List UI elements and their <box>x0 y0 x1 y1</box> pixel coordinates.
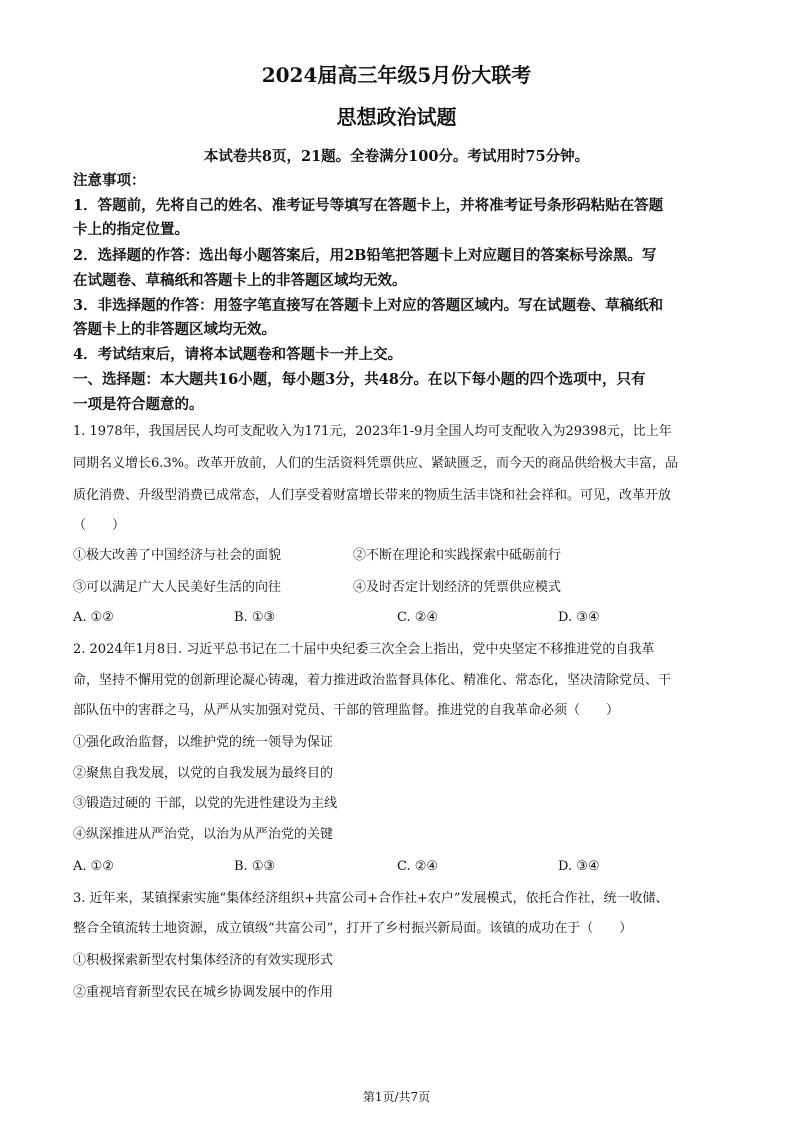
subject-title: 思想政治试题 <box>336 105 457 129</box>
statement: ③可以满足广大人民美好生活的向往 <box>73 580 282 595</box>
question-1-line: 1. 1978年，我国居民人均可支配收入为171元，2023年1-9月全国人均可支配收入为29398元，比上年 <box>73 424 672 439</box>
choice-c: C. ②④ <box>397 859 439 874</box>
choice-d: D. ③④ <box>558 610 600 625</box>
choice-b: B. ①③ <box>234 610 276 625</box>
statement: ④纵深推进从严治党，以治为从严治党的关键 <box>73 827 334 842</box>
section-heading: 一、选择题：本大题共16小题，每小题3分，共48分。在以下每小题的四个选项中，只有 <box>73 371 646 388</box>
question-3-line: 3. 近年来，某镇探索实施“集体经济组织+共富公司+合作社+农户”发展模式，依托合作社，统一收储、 <box>73 891 669 906</box>
question-1-line: 同期名义增长6.3%。改革开放前，人们的生活资料凭票供应、紧缺匮乏，而今天的商品供给极大丰富，品 <box>73 456 679 471</box>
question-2-line: 2. 2024年1月8日. 习近平总书记在二十届中央纪委三次全会上指出，党中央坚定不移推进党的自我革 <box>73 642 655 657</box>
question-2-line: 部队伍中的害群之马，从严从实加强对党员、干部的管理监督。推进党的自我革命必须（ ） <box>73 703 620 718</box>
question-1-line: （ ） <box>73 518 126 533</box>
statement: ②聚焦自我发展，以党的自我发展为最终目的 <box>73 766 334 781</box>
choice-b: B. ①③ <box>234 859 276 874</box>
notice-line: 卡上的指定位置。 <box>73 221 189 238</box>
question-1-line: 质化消费、升级型消费已成常态，人们享受着财富增长带来的物质生活丰饶和社会祥和。可见，改革开放 <box>73 488 672 503</box>
notice-line: 1．答题前，先将自己的姓名、准考证号等填写在答题卡上，并将准考证号条形码粘贴在答题 <box>73 197 664 214</box>
statement: ①极大改善了中国经济与社会的面貌 <box>73 548 282 563</box>
notice-line: 答题卡上的非答题区域均无效。 <box>73 321 276 338</box>
notice-line: 3．非选择题的作答：用签字笔直接写在答题卡上对应的答题区域内。写在试题卷、草稿纸和 <box>73 297 664 314</box>
question-3-line: 整合全镇流转土地资源，成立镇级“共富公司”，打开了乡村振兴新局面。该镇的成功在于（ ） <box>73 921 633 936</box>
notice-heading: 注意事项： <box>73 172 146 189</box>
notice-line: 4．考试结束后，请将本试题卷和答题卡一并上交。 <box>73 346 403 363</box>
notice-line: 2．选择题的作答：选出每小题答案后，用2B铅笔把答题卡上对应题目的答案标号涂黑。写 <box>73 247 657 264</box>
section-heading: 一项是符合题意的。 <box>73 396 204 413</box>
exam-info: 本试卷共8页，21题。全卷满分100分。考试用时75分钟。 <box>203 148 590 165</box>
question-2-line: 命，坚持不懈用党的创新理论凝心铸魂，着力推进政治监督具体化、精准化、常态化，坚决清除党员、干 <box>73 673 672 688</box>
notice-line: 在试题卷、草稿纸和答题卡上的非答题区域均无效。 <box>73 272 407 289</box>
page-number: 第1页/共7页 <box>362 1090 431 1104</box>
choice-a: A. ①② <box>73 859 114 874</box>
statement: ②不断在理论和实践探索中砥砺前行 <box>353 548 562 563</box>
statement: ①强化政治监督，以维护党的统一领导为保证 <box>73 735 334 750</box>
statement: ①积极探索新型农村集体经济的有效实现形式 <box>73 953 334 968</box>
statement: ②重视培育新型农民在城乡协调发展中的作用 <box>73 985 334 1000</box>
choice-d: D. ③④ <box>558 859 600 874</box>
exam-title: 2024届高三年级5月份大联考 <box>261 63 532 87</box>
statement: ③锻造过硬的 干部，以党的先进性建设为主线 <box>73 796 338 811</box>
choice-a: A. ①② <box>73 610 114 625</box>
statement: ④及时否定计划经济的凭票供应模式 <box>353 580 562 595</box>
choice-c: C. ②④ <box>397 610 439 625</box>
